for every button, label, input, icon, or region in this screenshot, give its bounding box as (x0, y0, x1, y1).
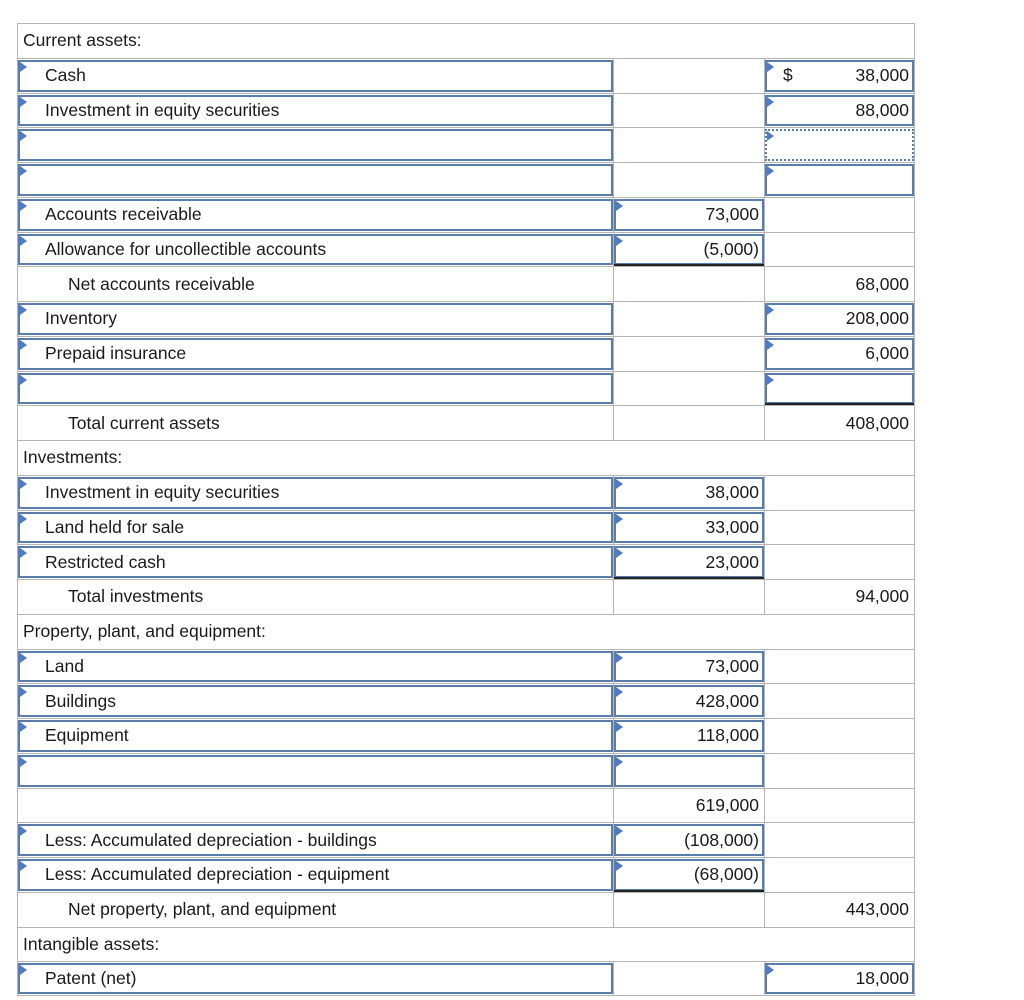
detail-amount-cell (613, 94, 764, 128)
account-cell[interactable] (17, 684, 613, 718)
account-label-restricted-cash: Restricted cash (45, 551, 166, 572)
total-amount-cell (764, 823, 915, 857)
account-label-less-accumulated-depreciation-buildings: Less: Accumulated depreciation - buildings (45, 829, 377, 850)
detail-amount-cell (613, 163, 764, 197)
account-label-investment-in-equity-securities: Investment in equity securities (45, 99, 280, 120)
account-label-investment-in-equity-securities: Investment in equity securities (45, 482, 280, 503)
dropdown-marker-icon (616, 687, 623, 697)
account-dropdown[interactable] (18, 373, 613, 405)
detail-amount: 619,000 (695, 794, 759, 815)
detail-amount-cell (613, 128, 764, 162)
account-cell[interactable] (17, 163, 613, 197)
account-cell[interactable] (17, 337, 613, 371)
table-row (17, 510, 915, 545)
total-amount-cell (764, 893, 915, 927)
total-amount-cell (764, 511, 915, 545)
dropdown-marker-icon (20, 305, 27, 315)
table-row (17, 614, 915, 649)
detail-amount-cell[interactable] (613, 754, 764, 788)
account-label-allowance-for-uncollectible-accounts: Allowance for uncollectible accounts (45, 238, 327, 259)
detail-amount-cell (613, 267, 764, 301)
total-amount-cell (764, 267, 915, 301)
total-amount-cell (764, 789, 915, 823)
table-row (17, 301, 915, 336)
detail-amount: 38,000 (705, 482, 759, 503)
dropdown-marker-icon (767, 965, 774, 975)
total-amount-cell[interactable] (764, 59, 915, 93)
total-amount: 208,000 (845, 308, 909, 329)
table-row (17, 232, 915, 267)
total-amount-cell (764, 650, 915, 684)
dropdown-marker-icon (20, 340, 27, 350)
detail-amount-cell (613, 893, 764, 927)
account-label-net-accounts-receivable: Net accounts receivable (68, 273, 255, 294)
dropdown-marker-icon (616, 757, 623, 767)
table-row (17, 927, 915, 962)
account-label-prepaid-insurance: Prepaid insurance (45, 343, 187, 364)
detail-amount-cell (613, 406, 764, 440)
detail-amount: (5,000) (703, 238, 759, 259)
total-amount-cell (764, 406, 915, 440)
detail-amount: (68,000) (693, 864, 759, 885)
detail-amount-cell[interactable] (613, 511, 764, 545)
dropdown-marker-icon (20, 687, 27, 697)
total-amount-cell[interactable] (764, 94, 915, 128)
dropdown-marker-icon (20, 201, 27, 211)
table-row (17, 579, 915, 614)
total-amount-cell (764, 719, 915, 753)
dropdown-marker-icon (616, 514, 623, 524)
dropdown-marker-icon (616, 826, 623, 836)
account-cell[interactable] (17, 198, 613, 232)
detail-amount-cell (613, 928, 764, 962)
account-cell[interactable] (17, 372, 613, 406)
account-label-cash: Cash (45, 65, 86, 86)
dropdown-marker-icon (20, 757, 27, 767)
detail-amount-cell (613, 59, 764, 93)
account-label-land: Land (45, 655, 84, 676)
total-amount-input[interactable] (765, 164, 914, 196)
table-row (17, 892, 915, 927)
account-label-patent-net: Patent (net) (45, 968, 137, 989)
dropdown-marker-icon (20, 965, 27, 975)
detail-amount-cell (613, 789, 764, 823)
dropdown-marker-icon (616, 236, 623, 246)
account-cell[interactable] (17, 823, 613, 857)
table-row (17, 718, 915, 753)
account-label-accounts-receivable: Accounts receivable (45, 204, 202, 225)
account-cell (17, 267, 613, 301)
table-row (17, 58, 915, 93)
total-amount-cell (764, 858, 915, 892)
account-cell[interactable] (17, 545, 613, 579)
detail-amount-cell[interactable] (613, 233, 764, 267)
table-row (17, 23, 915, 58)
detail-amount-cell[interactable] (613, 476, 764, 510)
table-row (17, 93, 915, 128)
account-cell[interactable] (17, 650, 613, 684)
total-amount-cell[interactable] (764, 163, 915, 197)
account-cell[interactable] (17, 94, 613, 128)
section-heading-property-plant-and-equipment: Property, plant, and equipment: (23, 621, 266, 642)
detail-amount: 23,000 (705, 551, 759, 572)
account-label-total-investments: Total investments (68, 586, 204, 607)
table-row (17, 544, 915, 579)
account-cell[interactable] (17, 962, 613, 995)
detail-amount-cell[interactable] (613, 858, 764, 892)
total-amount-cell (764, 928, 915, 962)
account-label-total-current-assets: Total current assets (68, 412, 220, 433)
dropdown-marker-icon (20, 514, 27, 524)
dropdown-marker-icon (767, 97, 774, 107)
detail-amount-cell (613, 441, 764, 475)
dropdown-marker-icon (616, 653, 623, 663)
total-amount: 38,000 (855, 65, 909, 86)
detail-amount-input[interactable] (614, 755, 764, 787)
account-cell[interactable] (17, 719, 613, 753)
total-amount-cell[interactable] (764, 372, 915, 406)
account-cell[interactable] (17, 858, 613, 892)
table-row (17, 857, 915, 892)
account-cell[interactable] (17, 233, 613, 267)
detail-amount-cell (613, 615, 764, 649)
table-row (17, 371, 915, 406)
total-amount-cell (764, 545, 915, 579)
section-heading-current-assets: Current assets: (23, 30, 142, 51)
table-row (17, 822, 915, 857)
detail-amount-cell (613, 24, 764, 58)
dropdown-marker-icon (20, 722, 27, 732)
account-cell[interactable] (17, 302, 613, 336)
account-label-land-held-for-sale: Land held for sale (45, 516, 185, 537)
dropdown-marker-icon (20, 653, 27, 663)
account-cell[interactable] (17, 59, 613, 93)
dropdown-marker-icon (767, 305, 774, 315)
dropdown-marker-icon (20, 479, 27, 489)
total-amount-cell (764, 580, 915, 614)
total-amount-cell (764, 198, 915, 232)
dropdown-marker-icon (616, 201, 623, 211)
dropdown-marker-icon (20, 548, 27, 558)
account-cell (17, 928, 613, 962)
account-label-less-accumulated-depreciation-equipment: Less: Accumulated depreciation - equipment (45, 864, 390, 885)
table-row (17, 683, 915, 718)
detail-amount-cell (613, 580, 764, 614)
detail-amount-cell (613, 302, 764, 336)
total-amount-cell[interactable] (764, 962, 915, 995)
detail-amount-cell[interactable] (613, 650, 764, 684)
dropdown-marker-icon (767, 375, 774, 385)
dropdown-marker-icon (20, 861, 27, 871)
account-label-equipment: Equipment (45, 725, 129, 746)
dropdown-marker-icon (20, 166, 27, 176)
total-amount-cell (764, 476, 915, 510)
account-cell (17, 441, 613, 475)
section-heading-intangible-assets: Intangible assets: (23, 933, 160, 954)
total-amount: 443,000 (845, 899, 909, 920)
table-row (17, 162, 915, 197)
detail-amount-cell[interactable] (613, 198, 764, 232)
total-amount-cell[interactable] (764, 302, 915, 336)
total-amount: 94,000 (855, 586, 909, 607)
total-amount-cell (764, 615, 915, 649)
table-row (17, 127, 915, 162)
account-cell[interactable] (17, 128, 613, 162)
account-cell (17, 789, 613, 823)
dropdown-marker-icon (767, 340, 774, 350)
total-amount-cell (764, 754, 915, 788)
detail-amount: 33,000 (705, 516, 759, 537)
account-cell (17, 615, 613, 649)
account-cell[interactable] (17, 511, 613, 545)
table-row (17, 405, 915, 440)
table-row (17, 336, 915, 371)
total-amount-input[interactable] (765, 129, 914, 161)
currency-symbol: $ (783, 65, 793, 86)
table-row (17, 753, 915, 788)
total-amount: 6,000 (865, 343, 909, 364)
dropdown-marker-icon (616, 548, 623, 558)
total-amount: 68,000 (855, 273, 909, 294)
total-amount-cell (764, 24, 915, 58)
detail-amount-cell[interactable] (613, 719, 764, 753)
table-row (17, 197, 915, 232)
dropdown-marker-icon (20, 131, 27, 141)
detail-amount-cell[interactable] (613, 684, 764, 718)
detail-amount-cell (613, 962, 764, 995)
table-row (17, 266, 915, 301)
section-heading-investments: Investments: (23, 447, 123, 468)
detail-amount-cell[interactable] (613, 823, 764, 857)
account-label-buildings: Buildings (45, 690, 117, 711)
table-row (17, 440, 915, 475)
dropdown-marker-icon (616, 861, 623, 871)
detail-amount: 428,000 (695, 690, 759, 711)
detail-amount-cell (613, 337, 764, 371)
dropdown-marker-icon (20, 97, 27, 107)
account-cell (17, 580, 613, 614)
account-dropdown[interactable] (18, 164, 613, 196)
total-amount: 408,000 (845, 412, 909, 433)
table-row (17, 788, 915, 823)
total-amount-cell[interactable] (764, 337, 915, 371)
account-label-net-property-plant-and-equipment: Net property, plant, and equipment (68, 899, 337, 920)
balance-sheet-assets-table (17, 23, 915, 996)
total-amount-cell (764, 441, 915, 475)
total-amount: 18,000 (855, 968, 909, 989)
dropdown-marker-icon (767, 131, 774, 141)
account-cell (17, 24, 613, 58)
dropdown-marker-icon (767, 166, 774, 176)
detail-amount: 73,000 (705, 204, 759, 225)
account-dropdown[interactable] (18, 651, 613, 683)
dropdown-marker-icon (20, 826, 27, 836)
table-row (17, 475, 915, 510)
detail-amount-cell (613, 372, 764, 406)
table-row (17, 961, 915, 996)
total-amount-cell (764, 684, 915, 718)
account-cell (17, 406, 613, 440)
detail-amount-cell[interactable] (613, 545, 764, 579)
total-amount-cell[interactable] (764, 128, 915, 162)
total-amount-input[interactable] (765, 373, 914, 405)
account-dropdown[interactable] (18, 129, 613, 161)
total-amount: 88,000 (855, 99, 909, 120)
account-dropdown[interactable] (18, 755, 613, 787)
total-amount-cell (764, 233, 915, 267)
table-row (17, 649, 915, 684)
detail-amount: 73,000 (705, 655, 759, 676)
dropdown-marker-icon (616, 722, 623, 732)
detail-amount: 118,000 (697, 725, 759, 746)
dropdown-marker-icon (767, 62, 774, 72)
dropdown-marker-icon (20, 62, 27, 72)
account-cell[interactable] (17, 754, 613, 788)
account-dropdown[interactable] (18, 60, 613, 92)
account-label-inventory: Inventory (45, 308, 117, 329)
dropdown-marker-icon (616, 479, 623, 489)
dropdown-marker-icon (20, 236, 27, 246)
account-cell[interactable] (17, 476, 613, 510)
detail-amount: (108,000) (684, 829, 759, 850)
account-cell (17, 893, 613, 927)
dropdown-marker-icon (20, 375, 27, 385)
